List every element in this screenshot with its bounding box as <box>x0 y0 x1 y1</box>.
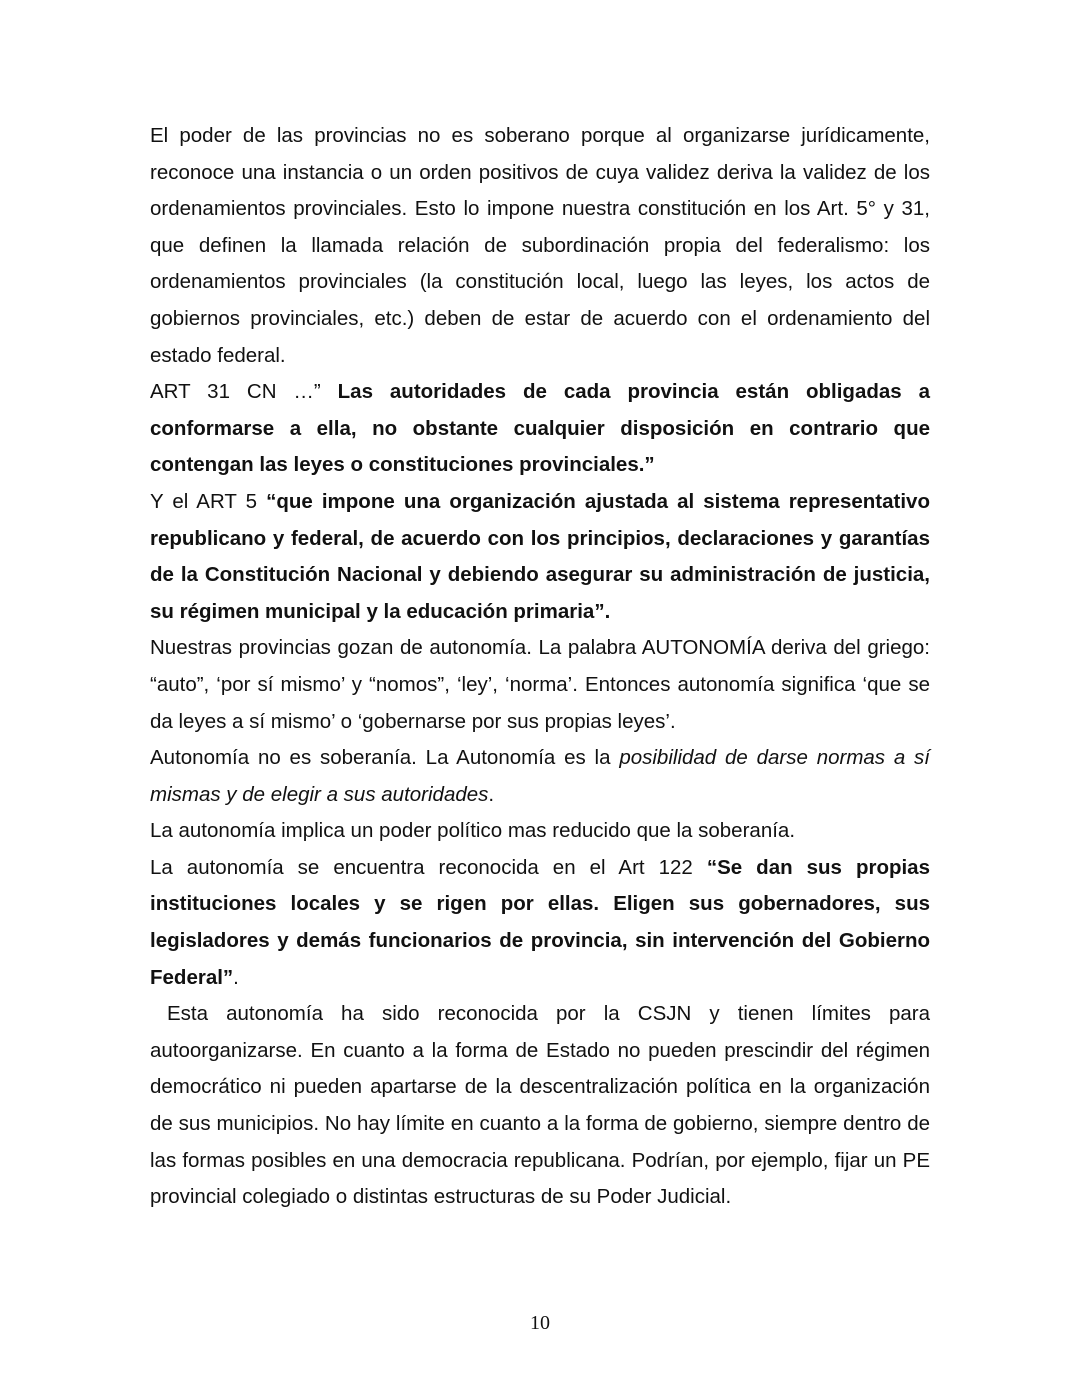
paragraph-art-122: La autonomía se encuentra reconocida en el Art 122 “Se dan sus propias instituciones locales y se rigen por ellas. Eligen sus gobernadores, sus legisladores y demás funcionarios de provincia, sin intervención del Gobierno Federal”. <box>150 855 930 989</box>
page-number: 10 <box>530 1312 550 1334</box>
paragraph-art-5 <box>150 484 930 630</box>
art-122-quote: “Se dan sus propias instituciones locales y se rigen por ellas. Eligen sus gobernadores, sus legisladores y demás funcionarios de provincia, sin intervención del Gobierno Federal” <box>150 855 930 989</box>
art-31-quote: Las autoridades de cada provincia están obligadas a conformarse a ella, no obstante cualquier disposición en contrario que contengan las leyes o constituciones provinciales.” <box>150 380 930 477</box>
paragraph-provincial-sovereignty: El poder de las provincias no es soberano porque al organizarse jurídicamente, reconoce una instancia o un orden positivos de cuya validez deriva la validez de los ordenamientos provinciales. Esto lo impone nuestra constitución en los Art. 5° y 31, que definen la llamada relación de subordinación propia del federalismo: los ordenamientos provinciales (la constitución local, luego las leyes, los actos de gobiernos provinciales, etc.) deben de estar de acuerdo con el ordenamiento del estado federal. <box>150 124 930 367</box>
paragraph-art-31 <box>150 374 930 484</box>
document-body <box>150 118 930 1216</box>
art-5-quote: “que impone una organización ajustada al sistema representativo republicano y federal, de acuerdo con los principios, declaraciones y garantías de la Constitución Nacional y debiendo asegurar su administración de justicia, su régimen municipal y la educación primaria”. <box>150 489 930 623</box>
art-5-reference: Y el ART 5 <box>150 489 267 513</box>
autonomy-intro-text: Autonomía no es soberanía. La Autonomía es la <box>150 746 620 770</box>
paragraph-csjn-limits: Esta autonomía ha sido reconocida por la CSJN y tienen límites para autoorganizarse. En cuanto a la forma de Estado no pueden prescindir del régimen democrático ni pueden apartarse de la descentralización política en la organización de sus municipios. No hay límite en cuanto a la forma de gobierno, siempre dentro de las formas posibles en una democracia republicana. Podrían, por ejemplo, fijar un PE provincial colegiado o distintas estructuras de su Poder Judicial. <box>150 1002 930 1209</box>
paragraph-autonomy-reduced-power: La autonomía implica un poder político mas reducido que la soberanía. <box>150 819 796 843</box>
art-122-reference: La autonomía se encuentra reconocida en el Art 122 <box>150 855 707 879</box>
paragraph-autonomy-vs-sovereignty: Autonomía no es soberanía. La Autonomía es la posibilidad de darse normas a sí mismas y de elegir a sus autoridades. <box>150 746 931 806</box>
art-31-reference: ART 31 CN …” <box>150 380 338 404</box>
paragraph-autonomy-definition: Nuestras provincias gozan de autonomía. La palabra AUTONOMÍA deriva del griego: “auto”, ‘por sí mismo’ y “nomos”, ‘ley’, ‘norma’. Entonces autonomía significa ‘que se da leyes a sí mismo’ o ‘gobernarse por sus propias leyes’. <box>150 636 930 733</box>
autonomy-definition-italic: posibilidad de darse normas a sí mismas y de elegir a sus autoridades <box>150 746 931 806</box>
